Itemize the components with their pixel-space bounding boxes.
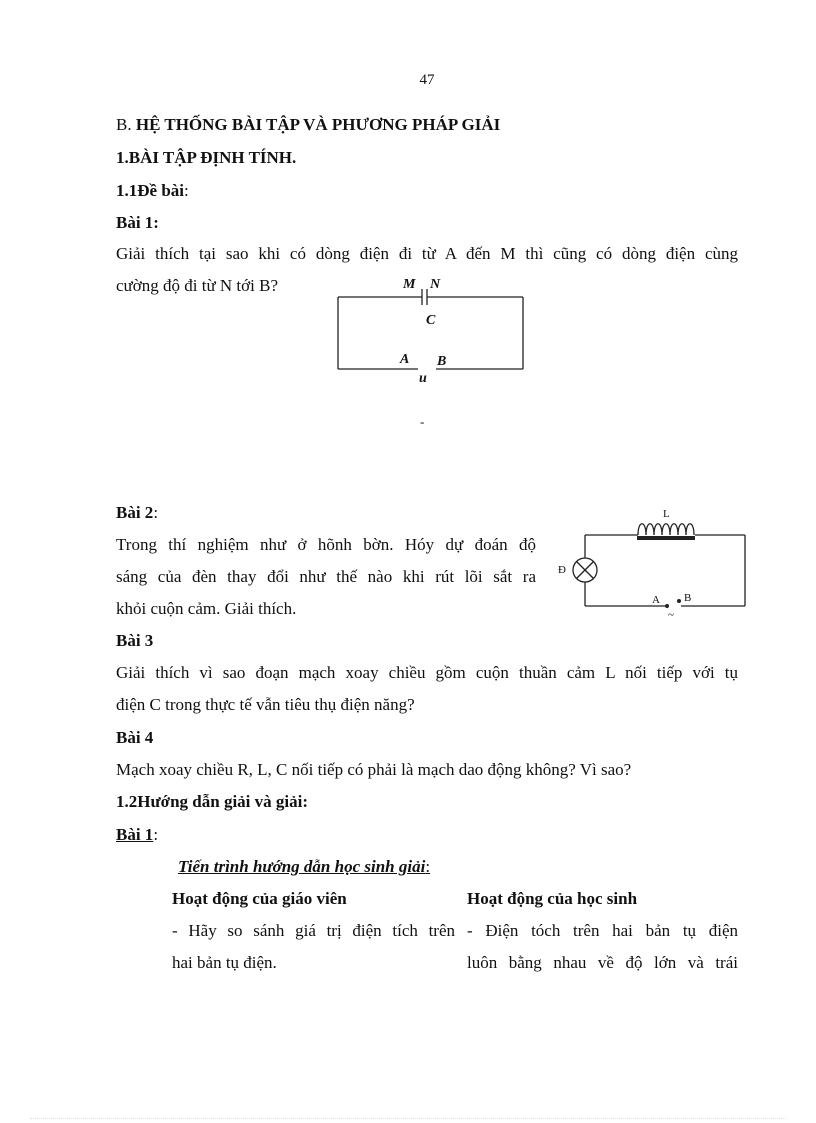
label-l: L xyxy=(663,508,670,520)
subsection-1-1-heading xyxy=(116,181,189,201)
label-c: C xyxy=(426,313,436,328)
bai1-line2: cường độ đi từ N tới B? xyxy=(116,276,279,295)
bai3-line2: điện C trong thực tế vẫn tiêu thụ điện năng? xyxy=(116,695,415,714)
label-b: B xyxy=(684,592,692,604)
label-m: M xyxy=(403,277,416,292)
label-n: N xyxy=(430,277,441,292)
answer1-colon: : xyxy=(153,825,159,844)
terminal-a xyxy=(665,604,669,608)
page-bottom-divider xyxy=(30,1118,786,1119)
answer1-heading xyxy=(116,825,158,845)
bai1-line1: Giải thích tại sao khi có dòng điện đi từ A đến M thì cũng có dòng điện cùng xyxy=(116,244,738,263)
inductor-coil xyxy=(638,524,694,535)
bai1-title: Bài 1: xyxy=(116,213,159,232)
col-teacher-header: Hoạt động của giáo viên xyxy=(172,889,347,908)
teacher-line2: hai bản tụ điện. xyxy=(172,953,277,972)
inductor-lamp-circuit-diagram xyxy=(555,500,755,620)
bai2-title: Bài 2 xyxy=(116,503,154,522)
terminal-b xyxy=(677,599,681,603)
process-heading-text: Tiến trình hướng dẫn học sinh giải xyxy=(178,857,426,876)
process-heading xyxy=(178,857,430,877)
section-prefix: B. xyxy=(116,115,136,134)
bai2-line2: sáng của đèn thay đổi như thế nào khi rút lõi sắt ra xyxy=(116,567,536,586)
label-u: u xyxy=(419,371,427,386)
bai2-heading xyxy=(116,503,158,523)
iron-core xyxy=(637,536,695,540)
subsection-1-2-heading: 1.2Hướng dẫn giải và giải: xyxy=(116,792,309,811)
label-a: A xyxy=(652,594,660,606)
process-heading-colon: : xyxy=(425,857,431,876)
teacher-line1: - Hãy so sánh giá trị điện tích trên xyxy=(172,921,455,940)
subsection-1-heading: 1.BÀI TẬP ĐỊNH TÍNH. xyxy=(116,148,297,167)
subsection-1-1-bold: 1.1Đề bài xyxy=(116,181,184,200)
subsection-1-1-colon: : xyxy=(184,181,189,200)
bai2-line3: khỏi cuộn cảm. Giải thích. xyxy=(116,599,297,618)
col-student-header: Hoạt động của học sinh xyxy=(467,889,638,908)
label-d: Đ xyxy=(558,564,566,576)
section-heading xyxy=(116,115,500,135)
capacitor-circuit-diagram xyxy=(330,270,530,430)
label-tilde: ~ xyxy=(668,609,674,620)
answer1-title: Bài 1 xyxy=(116,825,154,844)
student-line1: - Điện tóch trên hai bản tụ điện xyxy=(467,921,738,940)
label-b: B xyxy=(437,354,447,369)
section-title: HỆ THỐNG BÀI TẬP VÀ PHƯƠNG PHÁP GIẢI xyxy=(135,115,501,134)
label-a: A xyxy=(400,352,410,367)
bai4-line1: Mạch xoay chiều R, L, C nối tiếp có phải là mạch dao động không? Vì sao? xyxy=(116,760,632,779)
bai3-line1: Giải thích vì sao đoạn mạch xoay chiều gồm cuộn thuần cảm L nối tiếp với tụ xyxy=(116,663,738,682)
bai2-line1: Trong thí nghiệm như ở hõnh bờn. Hóy dự đoán độ xyxy=(116,535,536,554)
bai4-title: Bài 4 xyxy=(116,728,154,747)
bai3-title: Bài 3 xyxy=(116,631,154,650)
page-number: 47 xyxy=(419,72,435,88)
circuit-mark: - xyxy=(420,414,425,429)
student-line2: luôn bằng nhau về độ lớn và trái xyxy=(467,953,738,972)
bai2-colon: : xyxy=(153,503,159,522)
